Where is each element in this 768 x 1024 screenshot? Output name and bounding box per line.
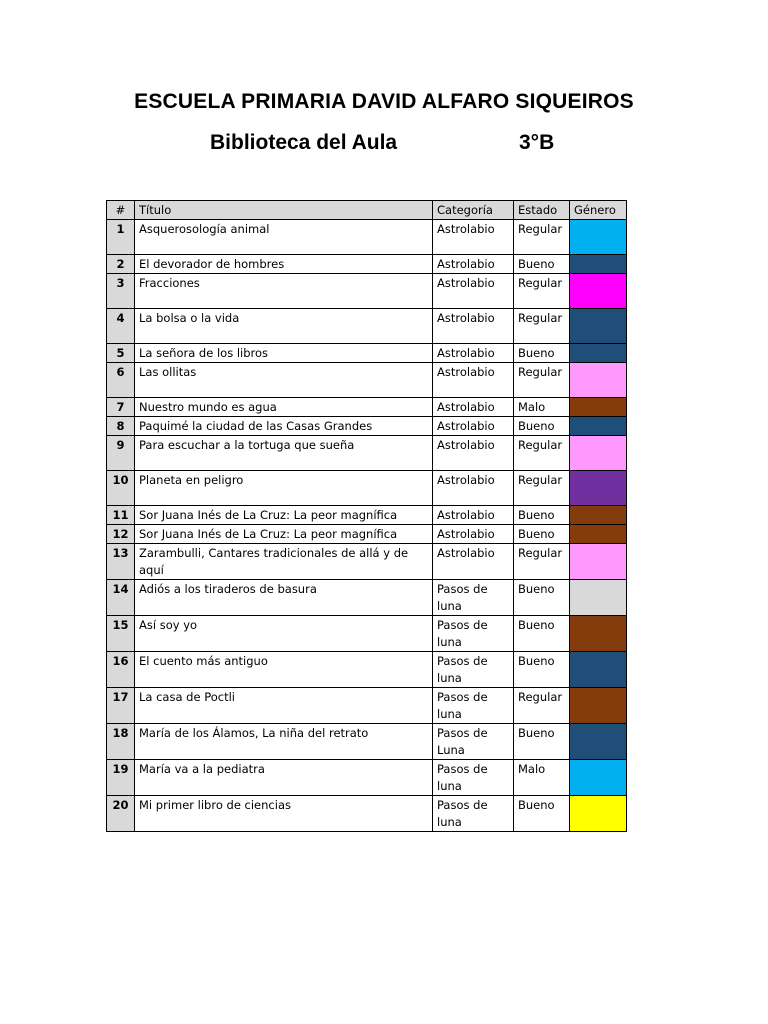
row-number: 8 xyxy=(107,417,135,436)
book-category: Pasos de luna xyxy=(433,616,514,652)
row-number: 18 xyxy=(107,724,135,760)
book-category: Pasos de luna xyxy=(433,580,514,616)
genre-color-swatch xyxy=(570,274,627,309)
book-title: Sor Juana Inés de La Cruz: La peor magnífica xyxy=(135,506,433,525)
row-number: 9 xyxy=(107,436,135,471)
table-row xyxy=(107,652,627,688)
book-category: Astrolabio xyxy=(433,506,514,525)
column-header-status: Estado xyxy=(514,201,570,220)
book-category: Astrolabio xyxy=(433,274,514,309)
book-category: Astrolabio xyxy=(433,255,514,274)
table-row xyxy=(107,544,627,580)
row-number: 16 xyxy=(107,652,135,688)
book-status: Bueno xyxy=(514,255,570,274)
column-header-title: Título xyxy=(135,201,433,220)
book-status: Bueno xyxy=(514,506,570,525)
library-table xyxy=(106,200,627,832)
book-category: Astrolabio xyxy=(433,363,514,398)
genre-color-swatch xyxy=(570,760,627,796)
book-title: Para escuchar a la tortuga que sueña xyxy=(135,436,433,471)
book-status: Bueno xyxy=(514,580,570,616)
column-header-genre: Género xyxy=(570,201,627,220)
book-status: Regular xyxy=(514,544,570,580)
row-number: 17 xyxy=(107,688,135,724)
table-row xyxy=(107,724,627,760)
row-number: 5 xyxy=(107,344,135,363)
table-row xyxy=(107,436,627,471)
table-row xyxy=(107,580,627,616)
book-status: Regular xyxy=(514,309,570,344)
row-number: 14 xyxy=(107,580,135,616)
table-row xyxy=(107,616,627,652)
table-row xyxy=(107,471,627,506)
book-category: Astrolabio xyxy=(433,398,514,417)
row-number: 3 xyxy=(107,274,135,309)
book-title: Zarambulli, Cantares tradicionales de allá y de aquí xyxy=(135,544,433,580)
row-number: 19 xyxy=(107,760,135,796)
genre-color-swatch xyxy=(570,363,627,398)
book-title: Así soy yo xyxy=(135,616,433,652)
genre-color-swatch xyxy=(570,506,627,525)
row-number: 6 xyxy=(107,363,135,398)
book-category: Astrolabio xyxy=(433,544,514,580)
genre-color-swatch xyxy=(570,436,627,471)
row-number: 7 xyxy=(107,398,135,417)
genre-color-swatch xyxy=(570,616,627,652)
table-row xyxy=(107,309,627,344)
genre-color-swatch xyxy=(570,652,627,688)
book-title: El devorador de hombres xyxy=(135,255,433,274)
genre-color-swatch xyxy=(570,544,627,580)
row-number: 4 xyxy=(107,309,135,344)
table-row xyxy=(107,417,627,436)
genre-color-swatch xyxy=(570,344,627,363)
genre-color-swatch xyxy=(570,580,627,616)
book-title: María de los Álamos, La niña del retrato xyxy=(135,724,433,760)
table-row xyxy=(107,796,627,832)
book-status: Regular xyxy=(514,363,570,398)
book-title: El cuento más antiguo xyxy=(135,652,433,688)
book-category: Astrolabio xyxy=(433,220,514,255)
genre-color-swatch xyxy=(570,220,627,255)
book-title: Las ollitas xyxy=(135,363,433,398)
genre-color-swatch xyxy=(570,398,627,417)
book-status: Bueno xyxy=(514,344,570,363)
book-status: Bueno xyxy=(514,796,570,832)
row-number: 1 xyxy=(107,220,135,255)
table-row xyxy=(107,506,627,525)
book-status: Bueno xyxy=(514,525,570,544)
genre-color-swatch xyxy=(570,309,627,344)
book-status: Regular xyxy=(514,688,570,724)
genre-color-swatch xyxy=(570,417,627,436)
book-category: Astrolabio xyxy=(433,417,514,436)
table-header-row xyxy=(107,201,627,220)
book-category: Pasos de luna xyxy=(433,760,514,796)
row-number: 2 xyxy=(107,255,135,274)
table-row xyxy=(107,760,627,796)
book-title: La casa de Poctli xyxy=(135,688,433,724)
book-status: Regular xyxy=(514,274,570,309)
school-title: ESCUELA PRIMARIA DAVID ALFARO SIQUEIROS xyxy=(134,90,634,113)
book-title: Mi primer libro de ciencias xyxy=(135,796,433,832)
book-status: Malo xyxy=(514,398,570,417)
book-category: Astrolabio xyxy=(433,471,514,506)
book-status: Regular xyxy=(514,436,570,471)
table-row xyxy=(107,688,627,724)
row-number: 10 xyxy=(107,471,135,506)
table-row xyxy=(107,363,627,398)
row-number: 15 xyxy=(107,616,135,652)
book-title: Sor Juana Inés de La Cruz: La peor magnífica xyxy=(135,525,433,544)
book-category: Astrolabio xyxy=(433,436,514,471)
book-status: Malo xyxy=(514,760,570,796)
book-title: Nuestro mundo es agua xyxy=(135,398,433,417)
book-title: Adiós a los tiraderos de basura xyxy=(135,580,433,616)
book-category: Pasos de luna xyxy=(433,796,514,832)
table-row xyxy=(107,344,627,363)
book-title: La señora de los libros xyxy=(135,344,433,363)
table-row xyxy=(107,220,627,255)
genre-color-swatch xyxy=(570,255,627,274)
book-category: Astrolabio xyxy=(433,525,514,544)
genre-color-swatch xyxy=(570,688,627,724)
book-status: Bueno xyxy=(514,417,570,436)
book-status: Bueno xyxy=(514,724,570,760)
table-body xyxy=(107,220,627,832)
book-status: Bueno xyxy=(514,652,570,688)
book-title: Fracciones xyxy=(135,274,433,309)
table-row xyxy=(107,274,627,309)
book-title: María va a la pediatra xyxy=(135,760,433,796)
book-category: Pasos de Luna xyxy=(433,724,514,760)
book-title: La bolsa o la vida xyxy=(135,309,433,344)
book-category: Astrolabio xyxy=(433,309,514,344)
genre-color-swatch xyxy=(570,724,627,760)
column-header-number: # xyxy=(107,201,135,220)
book-title: Paquimé la ciudad de las Casas Grandes xyxy=(135,417,433,436)
book-category: Pasos de luna xyxy=(433,652,514,688)
book-category: Astrolabio xyxy=(433,344,514,363)
genre-color-swatch xyxy=(570,796,627,832)
table-row xyxy=(107,525,627,544)
book-status: Regular xyxy=(514,220,570,255)
row-number: 12 xyxy=(107,525,135,544)
column-header-category: Categoría xyxy=(433,201,514,220)
book-status: Regular xyxy=(514,471,570,506)
book-status: Bueno xyxy=(514,616,570,652)
genre-color-swatch xyxy=(570,525,627,544)
row-number: 13 xyxy=(107,544,135,580)
genre-color-swatch xyxy=(570,471,627,506)
table-row xyxy=(107,398,627,417)
library-title: Biblioteca del Aula xyxy=(210,131,398,154)
row-number: 11 xyxy=(107,506,135,525)
book-title: Planeta en peligro xyxy=(135,471,433,506)
book-category: Pasos de luna xyxy=(433,688,514,724)
group-label: 3°B xyxy=(519,131,555,154)
table-row xyxy=(107,255,627,274)
row-number: 20 xyxy=(107,796,135,832)
book-title: Asquerosología animal xyxy=(135,220,433,255)
